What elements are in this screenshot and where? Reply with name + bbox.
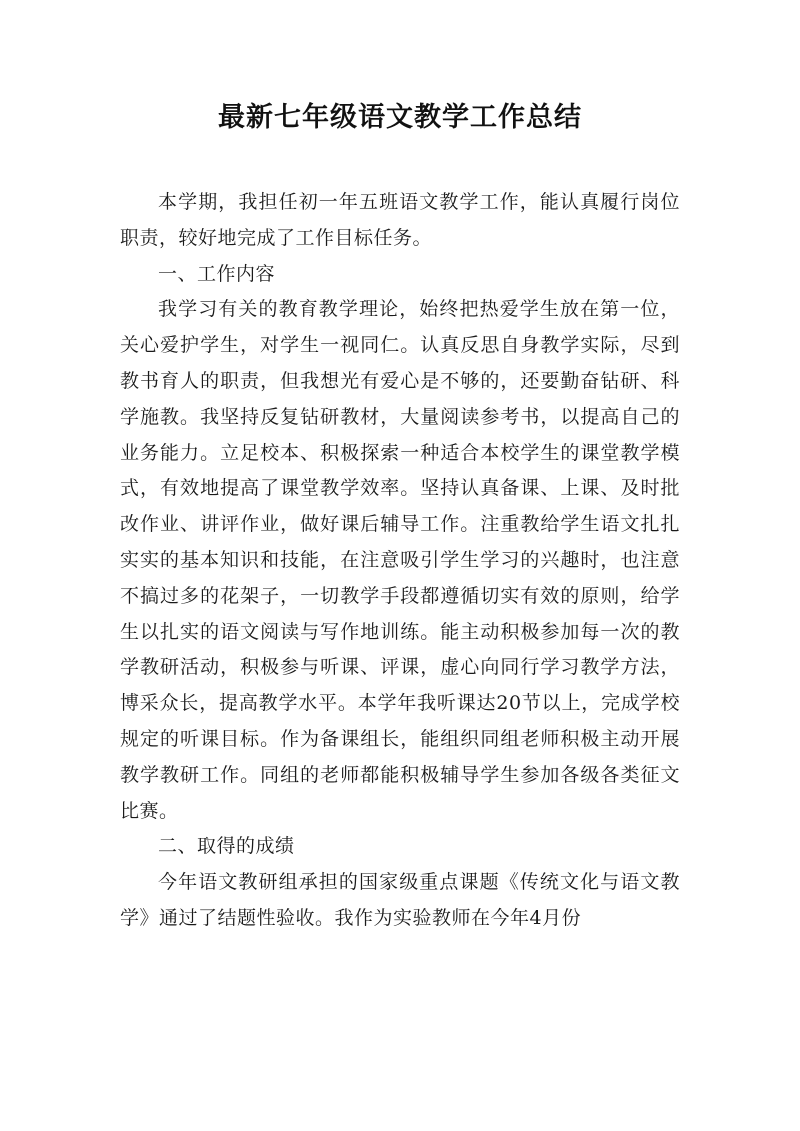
work-content-paragraph: 我学习有关的教育教学理论，始终把热爱学生放在第一位，关心爱护学生，对学生一视同仁。认真反思自身教学实际，尽到教书育人的职责，但我想光有爱心是不够的，还要勤奋钻研、科学施教。我坚持反复钻研教材，大量阅读参考书，以提高自己的业务能力。立足校本、积极探索一种适合本校学生的课堂教学模式，有效地提高了课堂教学效率。坚持认真备课、上课、及时批改作业、讲评作业，做好课后辅导工作。注重教给学生语文扎扎实实的基本知识和技能，在注意吸引学生学习的兴趣时，也注意不搞过多的花架子，一切教学手段都遵循切实有效的原则，给学生以扎实的语文阅读与写作地训练。能主动积极参加每一次的教学教研活动，积极参与听课、评课，虚心向同行学习教学方法，博采众长，提高教学水平。本学年我听课达20节以上，完成学校规定的听课目标。作为备课组长，能组织同组老师积极主动开展教学教研工作。同组的老师都能积极辅导学生参加各级各类征文比赛。 [120, 298, 680, 822]
achievements-paragraph: 今年语文教研组承担的国家级重点课题《传统文化与语文教学》通过了结题性验收。我作为实验教师在今年4月份 [120, 871, 680, 929]
section-heading-achievements: 二、取得的成绩 [158, 835, 295, 858]
intro-paragraph: 本学期，我担任初一年五班语文教学工作，能认真履行岗位职责，较好地完成了工作目标任务。 [120, 191, 680, 249]
document-body [120, 185, 680, 937]
document-title: 最新七年级语文教学工作总结 [218, 102, 582, 133]
section-heading-work-content: 一、工作内容 [158, 262, 276, 285]
